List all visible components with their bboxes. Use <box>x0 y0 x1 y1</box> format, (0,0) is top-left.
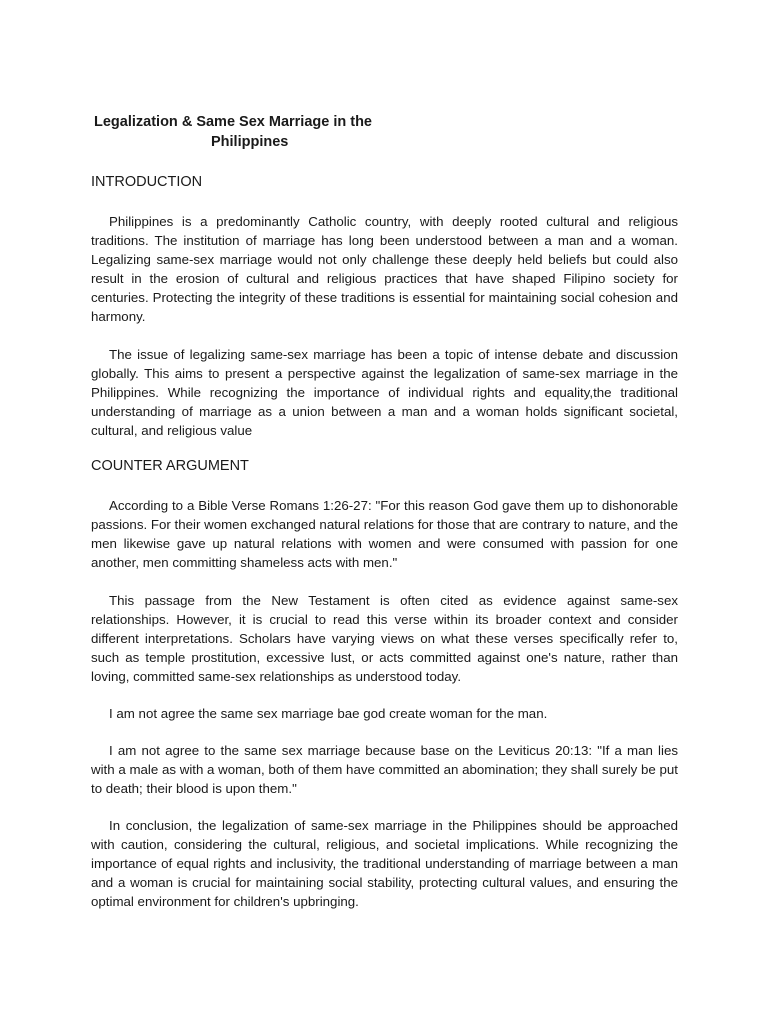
heading-counter-argument: COUNTER ARGUMENT <box>91 458 249 474</box>
paragraph-conclusion: In conclusion, the legalization of same-sex marriage in the Philippines should be approached with caution, considering the cultural, religious, and societal implications. While recognizing the importance of equal rights and inclusivity, the traditional understanding of marriage between a man and a woman is crucial for maintaining social stability, protecting cultural values, and ensuring the optimal environment for children's upbringing. <box>91 818 678 909</box>
paragraph-counter-3: I am not agree the same sex marriage bae god create woman for the man. <box>109 706 548 721</box>
document-title <box>94 112 394 152</box>
paragraph-intro-1: Philippines is a predominantly Catholic country, with deeply rooted cultural and religious traditions. The institution of marriage has long been understood between a man and a woman. Legalizing same-sex marriage would not only challenge these deeply held beliefs but could also result in the erosion of cultural and religious practices that have shaped Filipino society for centuries. Protecting the integrity of these traditions is essential for maintaining social cohesion and harmony. <box>91 214 678 324</box>
title-line-2: Philippines <box>211 134 289 150</box>
title-line-1: Legalization & Same Sex Marriage in the <box>94 114 372 130</box>
paragraph-counter-2: This passage from the New Testament is often cited as evidence against same-sex relationships. However, it is crucial to read this verse within its broader context and consider different interpretations. Scholars have varying views on what these verses specifically refer to, such as temple prostitution, excessive lust, or acts committed against one's nature, rather than loving, committed same-sex relationships as understood today. <box>91 593 678 684</box>
paragraph-counter-1: According to a Bible Verse Romans 1:26-27: "For this reason God gave them up to dishonorable passions. For their women exchanged natural relations for those that are contrary to nature, and the men likewise gave up natural relations with women and were consumed with passion for one another, men committing shameless acts with men." <box>91 498 678 570</box>
paragraph-counter-4: I am not agree to the same sex marriage because base on the Leviticus 20:13: "If a man lies with a male as with a woman, both of them have committed an abomination; they shall surely be put to death; their blood is upon them." <box>91 743 678 796</box>
paragraph-intro-2: The issue of legalizing same-sex marriage has been a topic of intense debate and discussion globally. This aims to present a perspective against the legalization of same-sex marriage in the Philippines. While recognizing the importance of individual rights and equality,the traditional understanding of marriage as a union between a man and a woman holds significant societal, cultural, and religious value <box>91 347 678 438</box>
heading-introduction: INTRODUCTION <box>91 174 203 190</box>
